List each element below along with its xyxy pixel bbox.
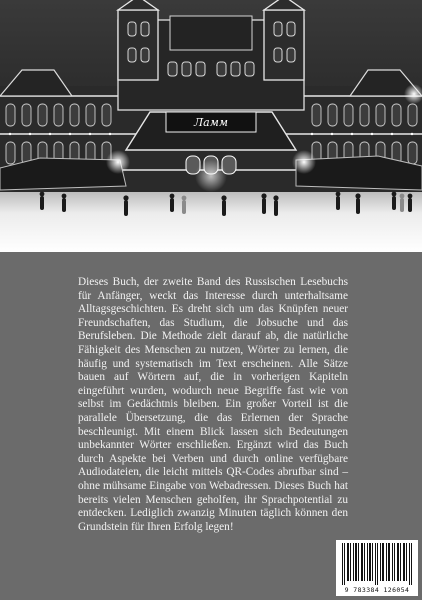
gum-building-illustration (0, 0, 422, 252)
shop-sign-text: Ламм (194, 116, 228, 129)
isbn-barcode (336, 540, 418, 596)
isbn-number: 9 783384 126054 (344, 586, 410, 594)
cover-photo (0, 0, 422, 252)
blurb-text: Dieses Buch, der zweite Band des Russischen Lesebuchs für Anfänger, weckt das Interesse durch unterhaltsame Alltagsgeschichten. Es dreht sich um das Knüpfen neuer Freundschaften, das Studium, die Jobsuche und das Berufsleben. Die Methode zielt darauf ab, die natürliche Fähigkeit des Menschen zu nutzen, Wörter zu lernen, die häufig und systematisch im Text erscheinen. Alle Sätze bauen auf Wörtern auf, die in vorherigen Kapiteln eingeführt wurden, wodurch neue Begriffe fast wie von selbst im Gedächtnis bleiben. Ein großer Vorteil ist die parallele Übersetzung, die das Erlernen der Sprache beschleunigt. Mit einem Blick lassen sich Bedeutungen unbekannter Wörter erschließen. Ergänzt wird das Buch durch Aspekte bei Verben und durch online verfügbare Audiodateien, die leicht mittels QR-Codes abrufbar sind – ohne mühsame Eingabe von Webadressen. Dieses Buch hat bereits vielen Menschen geholfen, ihr Sprachpotential zu entdecken. Lediglich zwanzig Minuten täglich können den Grundstein für Ihren Erfolg legen! (78, 276, 348, 533)
barcode-bars (340, 543, 414, 585)
